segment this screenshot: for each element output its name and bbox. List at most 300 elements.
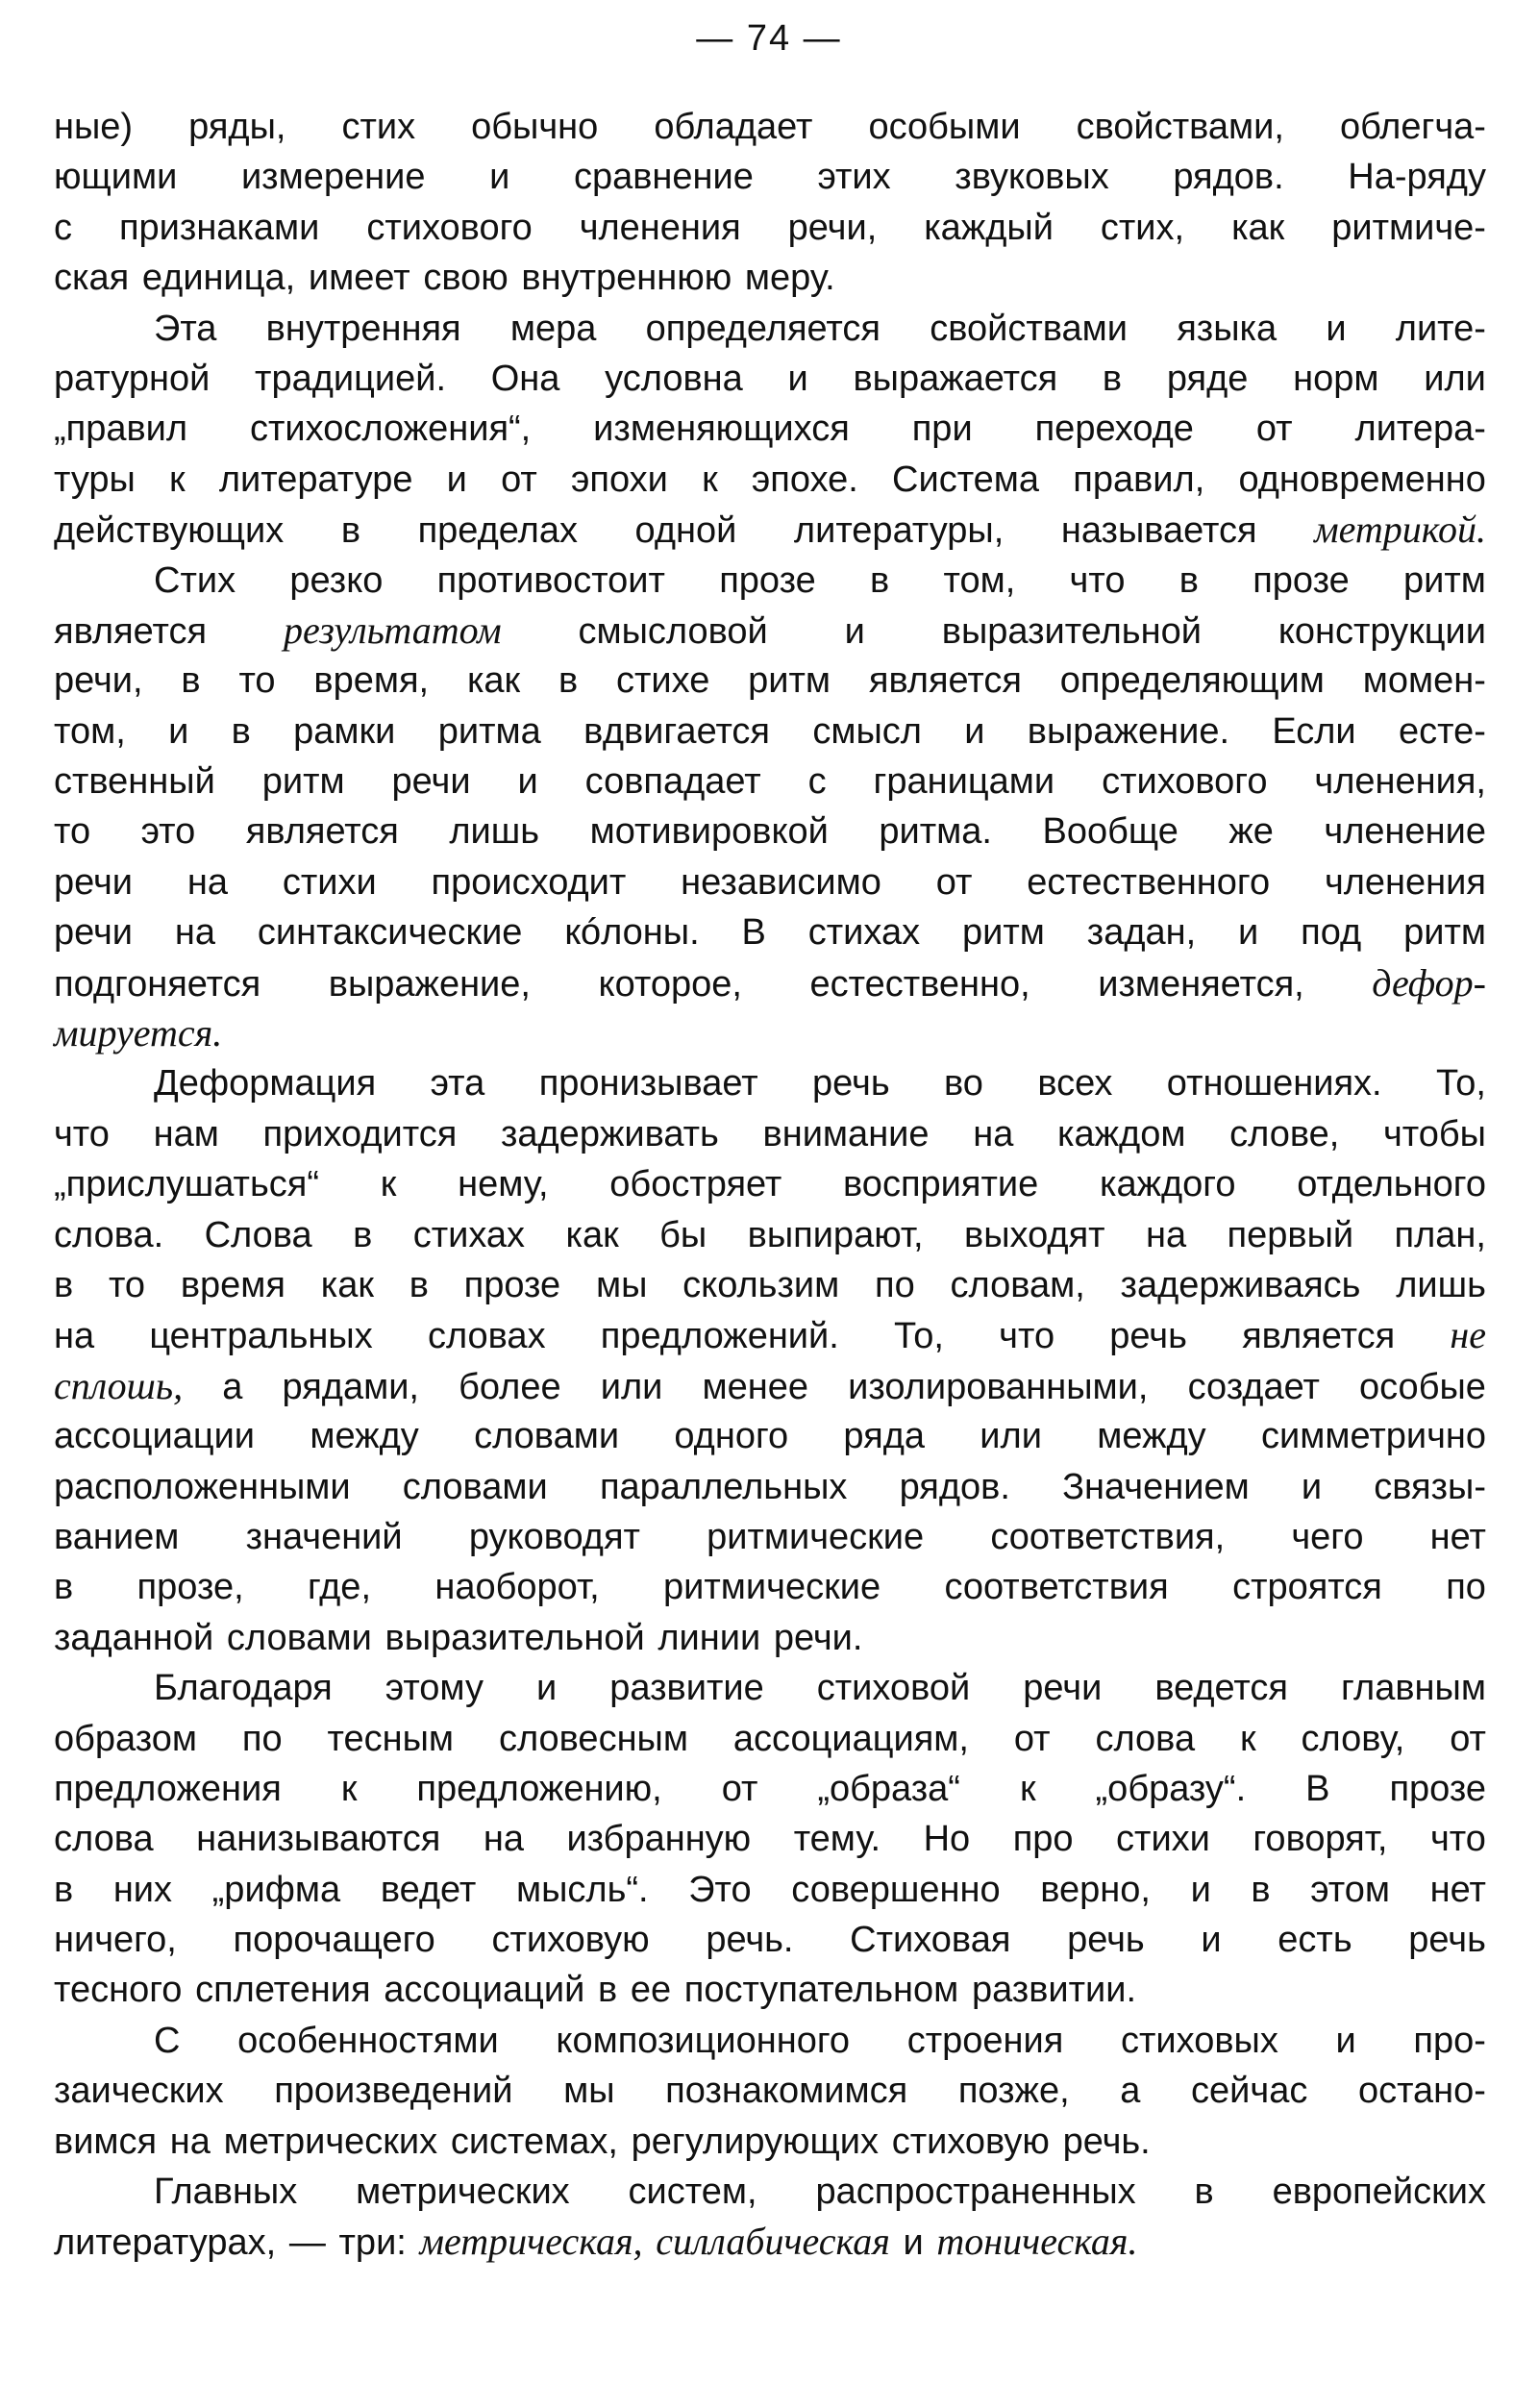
- text-line: [54, 606, 1486, 656]
- word: особые: [1359, 1366, 1486, 1407]
- word: естественного: [1027, 861, 1271, 903]
- word: бы: [659, 1214, 707, 1255]
- text-line: [54, 455, 1486, 505]
- word: слова.: [54, 1214, 164, 1255]
- text-line: [54, 707, 1486, 757]
- word: на: [186, 861, 228, 903]
- word: является: [1242, 1316, 1396, 1357]
- word: называется: [1060, 510, 1257, 552]
- word: и: [489, 157, 510, 198]
- word: строятся: [1232, 1567, 1382, 1608]
- word: три:: [338, 2222, 407, 2264]
- word: образом: [54, 1718, 197, 1759]
- word: традицией.: [255, 358, 447, 399]
- word: к: [1239, 1718, 1256, 1759]
- word: то: [54, 811, 91, 853]
- word: ритм: [261, 761, 345, 803]
- word: измерение: [240, 157, 426, 198]
- word: совпадает: [584, 761, 761, 803]
- word: по: [875, 1264, 915, 1305]
- word: эпохе.: [751, 459, 858, 500]
- word: как: [466, 660, 521, 702]
- word: к: [702, 459, 718, 500]
- word: в: [597, 1970, 618, 2011]
- text-line: [54, 1411, 1486, 1461]
- word: эта: [430, 1063, 485, 1105]
- text-line: [54, 1562, 1486, 1612]
- word: тему.: [793, 1819, 881, 1860]
- word: композиционного: [556, 2020, 851, 2061]
- word: ющими: [54, 157, 178, 198]
- word: метрических: [223, 2121, 438, 2162]
- emphasized-word: метрикой.: [1314, 508, 1486, 552]
- word: нанизываются: [196, 1819, 441, 1860]
- word: признаками: [118, 207, 320, 248]
- word: время,: [313, 660, 430, 702]
- word: под: [1301, 912, 1362, 954]
- word: и: [1238, 912, 1259, 954]
- word: и: [536, 1668, 558, 1709]
- word: и: [787, 358, 808, 399]
- word: прозе: [1253, 559, 1350, 601]
- word: ряды,: [188, 107, 286, 147]
- word: мысль“.: [515, 1869, 649, 1910]
- word: ратурной: [54, 358, 211, 399]
- word: нему,: [458, 1164, 549, 1205]
- word: момен-: [1362, 660, 1486, 702]
- word: обостряет: [609, 1164, 782, 1205]
- word: и: [446, 459, 467, 500]
- word: прозе: [463, 1264, 561, 1305]
- word: стих: [341, 107, 416, 147]
- word: к: [340, 1768, 358, 1809]
- word: значений: [245, 1516, 403, 1557]
- word: при: [911, 409, 973, 450]
- word: совершенно: [791, 1869, 1001, 1910]
- word: сравнение: [573, 157, 754, 198]
- word: говорят,: [1253, 1819, 1388, 1860]
- word: соответствия: [944, 1567, 1169, 1608]
- word: мера: [509, 308, 597, 349]
- word: с: [54, 207, 72, 248]
- word: с: [807, 761, 827, 803]
- word: „рифма: [211, 1869, 341, 1910]
- word: естественно,: [809, 963, 1030, 1005]
- word: речи: [1023, 1668, 1103, 1709]
- word: одновременно: [1238, 459, 1486, 500]
- word: словам,: [950, 1264, 1085, 1305]
- text-line: [54, 203, 1486, 253]
- word: ничего,: [54, 1920, 177, 1961]
- word: речи,: [54, 660, 143, 702]
- word: выражение.: [1027, 710, 1230, 752]
- word: смысловой: [578, 610, 768, 652]
- word: нет: [1429, 1869, 1486, 1910]
- text-line: [54, 857, 1486, 907]
- word: европейских: [1272, 2172, 1486, 2213]
- word: отдельного: [1297, 1164, 1486, 1205]
- word: и: [1326, 308, 1347, 349]
- word: в: [1102, 358, 1123, 399]
- word: речь.: [706, 1920, 794, 1961]
- word: стихового: [366, 207, 533, 248]
- word: обладает: [654, 107, 813, 147]
- word: предложений.: [600, 1316, 839, 1357]
- word: На-ряду: [1348, 157, 1486, 198]
- word: приходится: [262, 1113, 458, 1154]
- word: Значением: [1062, 1466, 1250, 1507]
- word: связы-: [1374, 1466, 1486, 1507]
- word: мотивировкой: [589, 811, 829, 853]
- text-line: [54, 1310, 1486, 1360]
- word: внутренняя: [265, 308, 461, 349]
- text-line: [54, 958, 1486, 1008]
- word: одной: [634, 510, 737, 552]
- text-line: [54, 1915, 1486, 1965]
- word: слова: [54, 1819, 154, 1860]
- word: конструкции: [1278, 610, 1486, 652]
- word: предложения: [54, 1768, 282, 1809]
- word: противостоит: [436, 559, 665, 601]
- word: Это: [688, 1869, 752, 1910]
- text-line: [54, 1663, 1486, 1713]
- word: словами: [402, 1466, 548, 1507]
- word: является: [868, 660, 1022, 702]
- word: свойствами,: [1076, 107, 1284, 147]
- word: определяется: [645, 308, 881, 349]
- word: изменяющихся: [593, 409, 850, 450]
- word: ные): [54, 107, 134, 147]
- word: заданной: [54, 1617, 214, 1658]
- word: рамки: [293, 710, 396, 752]
- word: в: [353, 1214, 373, 1255]
- word: в: [54, 1264, 74, 1305]
- word: соответствия,: [990, 1516, 1226, 1557]
- word: развитие: [609, 1668, 764, 1709]
- word: языка: [1177, 308, 1278, 349]
- word: и: [168, 710, 189, 752]
- word: речь: [812, 1063, 890, 1105]
- word: восприятие: [843, 1164, 1039, 1205]
- word: речи: [54, 861, 134, 903]
- word: речи.: [773, 1617, 863, 1658]
- text-line: [54, 1865, 1486, 1915]
- word: прозе: [719, 559, 816, 601]
- word: действующих: [54, 510, 285, 552]
- word: чего: [1291, 1516, 1364, 1557]
- page-number: — 74 —: [696, 18, 842, 59]
- word: речи: [54, 912, 134, 954]
- word: „правил: [54, 409, 188, 450]
- word: от: [1450, 1718, 1486, 1759]
- word: пронизывает: [538, 1063, 758, 1105]
- body-text: [54, 102, 1486, 2268]
- word: выразительной: [384, 1617, 645, 1658]
- word: стихах: [807, 912, 921, 954]
- word: Если: [1272, 710, 1356, 752]
- word: стихосложения“,: [250, 409, 532, 450]
- word: задан,: [1086, 912, 1197, 954]
- word: нам: [153, 1113, 219, 1154]
- word: порочащего: [233, 1920, 435, 1961]
- word: линии: [657, 1617, 761, 1658]
- word: что: [54, 1113, 110, 1154]
- word: прозе,: [136, 1567, 244, 1608]
- word: речи,: [787, 207, 878, 248]
- word: и: [964, 710, 985, 752]
- word: ее: [630, 1970, 672, 2011]
- word: системах,: [450, 2121, 618, 2162]
- word: в: [1178, 559, 1199, 601]
- text-line: [54, 1159, 1486, 1209]
- word: же: [1228, 811, 1274, 853]
- word: ритма.: [879, 811, 992, 853]
- word: является: [245, 811, 399, 853]
- word: и: [517, 761, 538, 803]
- word: речь.: [1062, 2121, 1151, 2162]
- word: Главных: [154, 2172, 298, 2213]
- word: к: [169, 459, 186, 500]
- word: от: [935, 861, 973, 903]
- word: стиховой: [816, 1668, 971, 1709]
- word: ритм: [1403, 912, 1486, 954]
- word: нет: [1429, 1516, 1486, 1557]
- emphasized-word: силлабическая: [656, 2220, 890, 2264]
- word: тесным: [327, 1718, 455, 1759]
- text-line: [54, 354, 1486, 404]
- word: между: [310, 1416, 419, 1457]
- text-line: [54, 2016, 1486, 2066]
- emphasized-word: не: [1450, 1313, 1486, 1357]
- word: от: [501, 459, 537, 500]
- word: членения: [1324, 861, 1486, 903]
- text-line: [54, 2217, 1486, 2267]
- text-line: [54, 1462, 1486, 1512]
- word: условна: [605, 358, 743, 399]
- word: к: [1019, 1768, 1036, 1809]
- word: Она: [490, 358, 560, 399]
- word: стихи: [282, 861, 377, 903]
- word: остано-: [1357, 2071, 1486, 2112]
- text-line: [54, 556, 1486, 606]
- word: смысл: [812, 710, 922, 752]
- word: то: [238, 660, 276, 702]
- word: познакомимся: [665, 2071, 908, 2112]
- word: „образу“.: [1095, 1768, 1247, 1809]
- word: стихового: [1102, 761, 1268, 803]
- word: литературах,: [54, 2222, 277, 2264]
- word: „образа“: [817, 1768, 960, 1809]
- word: в: [181, 660, 201, 702]
- text-line: [54, 757, 1486, 807]
- word: том,: [943, 559, 1016, 601]
- word: выпирают,: [747, 1214, 924, 1255]
- word: где,: [307, 1567, 372, 1608]
- word: от: [721, 1768, 758, 1809]
- word: ская: [54, 258, 130, 299]
- word: членения: [579, 207, 741, 248]
- word: как: [565, 1214, 619, 1255]
- word: стих,: [1100, 207, 1185, 248]
- word: в: [1194, 2172, 1214, 2213]
- text-line: [54, 1109, 1486, 1159]
- text-line: [54, 1260, 1486, 1310]
- word: каждом: [1057, 1113, 1186, 1154]
- word: Стиховая: [850, 1920, 1011, 1961]
- word: лишь: [449, 811, 540, 853]
- word: на: [54, 1316, 95, 1357]
- word: переходе: [1034, 409, 1194, 450]
- word: изолированными,: [848, 1366, 1149, 1407]
- word: распространенных: [815, 2172, 1136, 2213]
- word: особенностями: [237, 2020, 499, 2061]
- word: ритмические: [663, 1567, 881, 1608]
- text-line: [54, 1965, 1486, 2015]
- word: чтобы: [1383, 1113, 1486, 1154]
- word: стиховую: [491, 1920, 650, 1961]
- word: от: [1013, 1718, 1051, 1759]
- word: про-: [1413, 2020, 1486, 2061]
- word: единица,: [141, 258, 296, 299]
- word: лишь: [1396, 1264, 1486, 1305]
- word: границами: [873, 761, 1055, 803]
- word: ряда: [843, 1416, 925, 1457]
- text-line: [54, 253, 1486, 303]
- word: ритм: [748, 660, 831, 702]
- word: слову,: [1301, 1718, 1405, 1759]
- word: обычно: [471, 107, 599, 147]
- word: про: [1012, 1819, 1074, 1860]
- word: изменяется,: [1098, 963, 1304, 1005]
- word: от: [1255, 409, 1293, 450]
- word: внимание: [762, 1113, 930, 1154]
- word: есте-: [1398, 710, 1486, 752]
- word: которое,: [598, 963, 742, 1005]
- word: руководят: [468, 1516, 640, 1557]
- word: позже,: [957, 2071, 1070, 2112]
- text-line: [54, 1512, 1486, 1562]
- text-line: [54, 1764, 1486, 1814]
- word: в: [54, 1567, 74, 1608]
- word: систем,: [628, 2172, 757, 2213]
- text-line: [54, 505, 1486, 555]
- word: ряде: [1166, 358, 1249, 399]
- word: между: [1097, 1416, 1206, 1457]
- word: или: [600, 1366, 663, 1407]
- word: слова: [1095, 1718, 1196, 1759]
- word: Деформация: [154, 1063, 377, 1105]
- word: первый: [1227, 1214, 1354, 1255]
- text-line: [54, 404, 1486, 454]
- word: и: [1335, 2020, 1356, 2061]
- word: и: [903, 2222, 924, 2264]
- emphasized-word: сплошь,: [54, 1363, 184, 1407]
- text-line: [54, 152, 1486, 202]
- word: резко: [289, 559, 384, 601]
- word: ванием: [54, 1516, 180, 1557]
- word: в: [409, 1264, 429, 1305]
- word: этому: [384, 1668, 484, 1709]
- word: этом: [1310, 1869, 1391, 1910]
- word: регулирующих: [631, 2121, 880, 2162]
- word: строения: [906, 2020, 1064, 2061]
- word: в: [54, 1869, 74, 1910]
- word: происходит: [431, 861, 627, 903]
- word: в: [231, 710, 251, 752]
- text-line: [54, 907, 1486, 957]
- word: или: [980, 1416, 1042, 1457]
- text-line: [54, 1814, 1486, 1864]
- word: норм: [1293, 358, 1379, 399]
- word: правил,: [1073, 459, 1205, 500]
- word: время: [180, 1264, 285, 1305]
- word: выразительной: [941, 610, 1202, 652]
- word: ведет: [380, 1869, 477, 1910]
- word: выражение,: [328, 963, 531, 1005]
- word: на: [169, 2121, 211, 2162]
- word: на: [174, 912, 216, 954]
- word: ритмические: [707, 1516, 925, 1557]
- word: речи: [391, 761, 471, 803]
- emphasized-word: тоническая.: [936, 2220, 1138, 2264]
- text-line: [54, 102, 1486, 152]
- word: во: [944, 1063, 983, 1105]
- word: параллельных: [599, 1466, 848, 1507]
- word: То,: [1435, 1063, 1486, 1105]
- word: в: [870, 559, 890, 601]
- word: том,: [54, 710, 126, 752]
- word: ритм: [1403, 559, 1486, 601]
- word: центральных: [149, 1316, 373, 1357]
- word: избранную: [566, 1819, 752, 1860]
- word: рядами,: [282, 1366, 419, 1407]
- word: как: [320, 1264, 374, 1305]
- word: сейчас: [1191, 2071, 1308, 2112]
- word: вимся: [54, 2121, 158, 2162]
- word: ассоциации: [54, 1416, 256, 1457]
- word: в: [558, 660, 579, 702]
- word: поступательном: [683, 1970, 959, 2011]
- word: литера-: [1354, 409, 1486, 450]
- word: имеет: [308, 258, 410, 299]
- word: по: [1446, 1567, 1486, 1608]
- word: заических: [54, 2071, 224, 2112]
- word: что: [1069, 559, 1126, 601]
- word: произведений: [274, 2071, 513, 2112]
- word: отношениях.: [1166, 1063, 1382, 1105]
- word: главным: [1341, 1668, 1486, 1709]
- word: симметрично: [1260, 1416, 1486, 1457]
- word: тесного: [54, 1970, 183, 2011]
- word: метрических: [356, 2172, 570, 2213]
- word: что: [1430, 1819, 1486, 1860]
- word: словесным: [498, 1718, 688, 1759]
- word: на: [483, 1819, 524, 1860]
- word: ассоциациям,: [732, 1718, 969, 1759]
- word: рядов.: [1173, 157, 1284, 198]
- word: создает: [1187, 1366, 1320, 1407]
- word: а: [1120, 2071, 1141, 2112]
- text-line: [54, 1613, 1486, 1663]
- text-line: [54, 1714, 1486, 1764]
- word: речь: [1408, 1920, 1486, 1961]
- word: наоборот,: [434, 1567, 600, 1608]
- text-line: [54, 2167, 1486, 2217]
- word: рядов.: [899, 1466, 1010, 1507]
- word: членение: [1324, 811, 1486, 853]
- text-line: [54, 2066, 1486, 2116]
- text-line: [54, 656, 1486, 706]
